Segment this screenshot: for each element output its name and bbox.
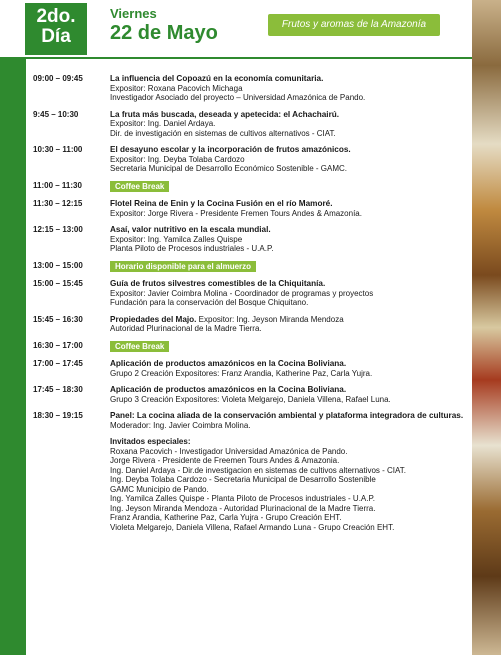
session-time: 10:30 – 11:00 bbox=[33, 145, 83, 154]
session-title: El desayuno escolar y la incorporación de frutos amazónicos. bbox=[110, 145, 351, 154]
session-content bbox=[110, 341, 472, 353]
header-divider bbox=[26, 57, 472, 59]
session-time: 16:30 – 17:00 bbox=[33, 340, 83, 350]
session-title: Aplicación de productos amazónicos en la Cocina Boliviana. bbox=[110, 359, 347, 368]
page-header bbox=[0, 0, 472, 60]
session-content bbox=[110, 261, 472, 273]
session-title: La fruta más buscada, deseada y apetecida: el Achachairú. bbox=[110, 109, 340, 119]
schedule-row bbox=[26, 74, 472, 103]
guest-line: Ing. Jeyson Miranda Mendoza - Autoridad Plurinacional de la Madre Tierra. bbox=[110, 503, 376, 513]
session-title: Panel: La cocina aliada de la conservación ambiental y plataforma integradora de culturas. bbox=[110, 411, 464, 420]
food-photo-strip bbox=[472, 0, 501, 655]
session-speaker-inline: Expositor: Ing. Jeyson Miranda Mendoza bbox=[196, 314, 344, 324]
left-accent-bar bbox=[0, 57, 26, 655]
session-content bbox=[110, 145, 472, 174]
guests-block bbox=[26, 437, 472, 532]
session-detail-line: Secretaria Municipal de Desarrollo Económico Sostenible - GAMC. bbox=[110, 164, 347, 173]
session-detail-line: Expositor: Jorge Rivera - Presidente Fremen Tours Andes & Amazonía. bbox=[110, 208, 362, 218]
session-detail-line: Expositor: Ing. Yamilca Zalles Quispe bbox=[110, 234, 243, 244]
session-title: Asaí, valor nutritivo en la escala mundial. bbox=[110, 225, 271, 234]
guest-line: Jorge Rivera - Presidente de Freemen Tours Andes & Amazonia. bbox=[110, 456, 340, 465]
session-time: 15:00 – 15:45 bbox=[33, 279, 83, 288]
session-content bbox=[110, 199, 472, 218]
session-time: 11:30 – 12:15 bbox=[33, 199, 83, 208]
guest-line: Ing. Yamilca Zalles Quispe - Planta Piloto de Procesos industriales - U.A.P. bbox=[110, 494, 376, 503]
session-detail-line: Autoridad Plurinacional de la Madre Tierra. bbox=[110, 324, 262, 333]
day-word: Día bbox=[41, 26, 71, 47]
session-content bbox=[110, 315, 472, 334]
guest-line: Ing. Daniel Ardaya - Dir.de investigacion en sistemas de cultivos alternativos - CIAT. bbox=[110, 465, 406, 475]
schedule-row bbox=[26, 225, 472, 254]
session-time: 09:00 – 09:45 bbox=[33, 74, 83, 83]
session-content bbox=[110, 359, 472, 378]
schedule-row bbox=[26, 110, 472, 139]
guest-line: GAMC Municipio de Pando. bbox=[110, 484, 209, 494]
session-time: 18:30 – 19:15 bbox=[33, 411, 83, 420]
session-content bbox=[110, 411, 472, 430]
session-detail-line: Expositor: Ing. Deyba Tolaba Cardozo bbox=[110, 154, 245, 164]
schedule-row bbox=[26, 341, 472, 353]
day-badge bbox=[25, 3, 87, 55]
session-detail-line: Investigador Asociado del proyecto – Universidad Amazónica de Pando. bbox=[110, 93, 366, 102]
session-content bbox=[110, 279, 472, 308]
weekday: Viernes bbox=[110, 6, 157, 21]
session-content bbox=[110, 110, 472, 139]
guests-heading: Invitados especiales: bbox=[110, 437, 191, 446]
guest-line: Violeta Melgarejo, Daniela Villena, Rafael Armando Luna - Grupo Creación EHT. bbox=[110, 522, 395, 532]
schedule-row bbox=[26, 279, 472, 308]
session-title: Flotel Reina de Enin y la Cocina Fusión en el río Mamoré. bbox=[110, 199, 333, 208]
session-title: La influencia del Copoazú en la economía comunitaria. bbox=[110, 74, 324, 83]
event-banner: Frutos y aromas de la Amazonía bbox=[268, 14, 440, 36]
guest-line: Ing. Deyba Tolaba Cardozo - Secretaria Municipal de Desarrollo Sostenible bbox=[110, 475, 376, 484]
schedule-row bbox=[26, 261, 472, 273]
session-time: 9:45 – 10:30 bbox=[33, 109, 79, 119]
schedule-row bbox=[26, 181, 472, 193]
session-title: Guía de frutos silvestres comestibles de la Chiquitanía. bbox=[110, 279, 326, 288]
session-time: 17:45 – 18:30 bbox=[33, 385, 83, 394]
guests-content bbox=[110, 437, 472, 532]
event-date bbox=[110, 6, 218, 45]
schedule-row bbox=[26, 411, 472, 430]
guest-line: Franz Arandia, Katherine Paz, Carla Yujra - Grupo Creación EHT. bbox=[110, 513, 342, 522]
session-title: Propiedades del Majo. bbox=[110, 314, 197, 324]
break-label: Coffee Break bbox=[110, 341, 169, 353]
session-detail-line: Expositor: Javier Coimbra Molina - Coordinador de programas y proyectos bbox=[110, 288, 374, 298]
break-label: Horario disponible para el almuerzo bbox=[110, 261, 256, 273]
session-time: 11:00 – 11:30 bbox=[33, 180, 82, 190]
date-text: 22 de Mayo bbox=[110, 22, 218, 44]
schedule-row bbox=[26, 385, 472, 404]
schedule-list bbox=[26, 74, 472, 539]
schedule-row bbox=[26, 145, 472, 174]
session-time: 13:00 – 15:00 bbox=[33, 260, 83, 270]
schedule-row bbox=[26, 315, 472, 334]
guest-line: Roxana Pacovich - Investigador Universidad Amazónica de Pando. bbox=[110, 446, 348, 456]
session-title: Aplicación de productos amazónicos en la Cocina Boliviana. bbox=[110, 385, 347, 394]
session-detail-line: Fundación para la conservación del Bosque Chiquitano. bbox=[110, 298, 309, 307]
session-time: 17:00 – 17:45 bbox=[33, 359, 83, 368]
session-detail-line: Grupo 3 Creación Expositores: Violeta Melgarejo, Daniela Villena, Rafael Luna. bbox=[110, 394, 391, 404]
session-detail-line: Expositor: Ing. Daniel Ardaya. bbox=[110, 119, 216, 128]
session-time: 15:45 – 16:30 bbox=[33, 314, 83, 324]
session-detail-line: Grupo 2 Creación Expositores: Franz Arandia, Katherine Paz, Carla Yujra. bbox=[110, 368, 373, 378]
session-content bbox=[110, 225, 472, 254]
schedule-row bbox=[26, 199, 472, 218]
session-content bbox=[110, 385, 472, 404]
session-detail-line: Moderador: Ing. Javier Coimbra Molina. bbox=[110, 420, 251, 430]
session-time: 12:15 – 13:00 bbox=[33, 225, 83, 234]
session-content bbox=[110, 181, 472, 193]
guests-spacer bbox=[26, 437, 110, 532]
session-detail-line: Planta Piloto de Procesos industriales - U.A.P. bbox=[110, 244, 274, 253]
day-number: 2do. bbox=[36, 6, 76, 27]
session-content bbox=[110, 74, 472, 103]
session-detail-line: Expositor: Roxana Pacovich Michaga bbox=[110, 83, 243, 93]
schedule-row bbox=[26, 359, 472, 378]
break-label: Coffee Break bbox=[110, 181, 169, 193]
session-detail-line: Dir. de investigación en sistemas de cultivos alternativos - CIAT. bbox=[110, 128, 336, 138]
